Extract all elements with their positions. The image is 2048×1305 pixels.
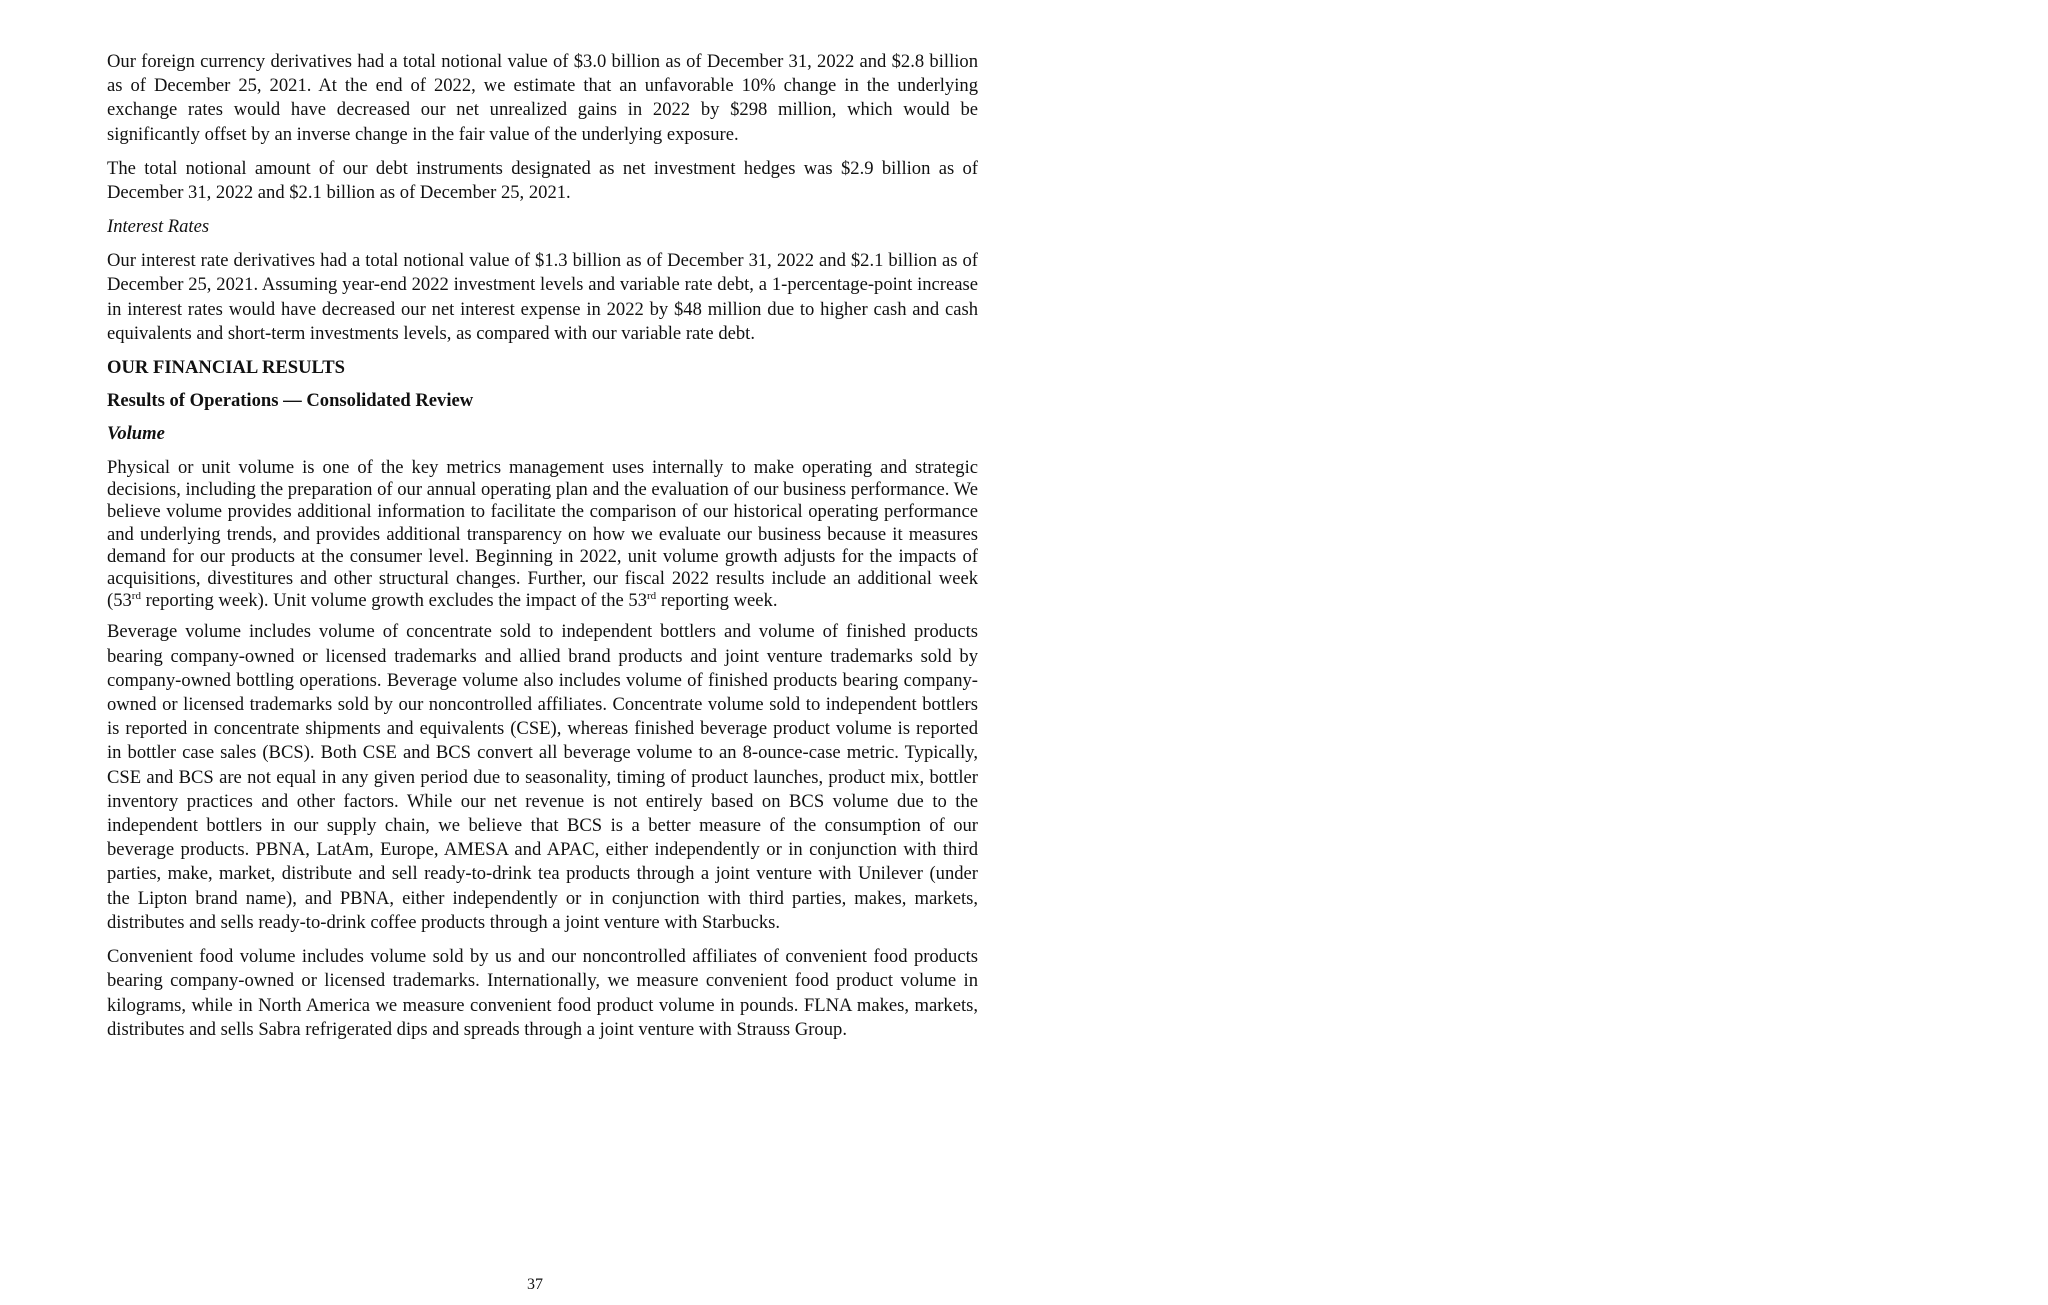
page-number: 37 (527, 1276, 543, 1293)
convenient-food-volume-paragraph: Convenient food volume includes volume sold by us and our noncontrolled affiliates of convenient food products bearing company-owned or licensed trademarks. Internationally, we measure convenient food product volume in kilograms, while in North America we measure convenient food product volume in pounds. FLNA makes, markets, distributes and sells Sabra refrigerated dips and spreads through a joint venture with Strauss Group. (107, 946, 978, 1040)
volume-heading: Volume (107, 423, 165, 445)
volume-paragraph (107, 457, 978, 612)
beverage-volume-paragraph: Beverage volume includes volume of concentrate sold to independent bottlers and volume of finished products bearing company-owned or licensed trademarks and allied brand products and joint venture trademarks sold by company-owned bottling operations. Beverage volume also includes volume of finished products bearing company-owned or licensed trademarks sold by our noncontrolled affiliates. Concentrate volume sold to independent bottlers is reported in concentrate shipments and equivalents (CSE), whereas finished beverage product volume is reported in bottler case sales (BCS). Both CSE and BCS convert all beverage volume to an 8-ounce-case metric. Typically, CSE and BCS are not equal in any given period due to seasonality, timing of product launches, product mix, bottler inventory practices and other factors. While our net revenue is not entirely based on BCS volume due to the independent bottlers in our supply chain, we believe that BCS is a better measure of the consumption of our beverage products. PBNA, LatAm, Europe, AMESA and APAC, either independently or in conjunction with third parties, make, market, distribute and sell ready-to-drink tea products through a joint venture with Unilever (under the Lipton brand name), and PBNA, either independently or in conjunction with third parties, makes, markets, distributes and sells ready-to-drink coffee products through a joint venture with Starbucks. (107, 621, 978, 933)
section-heading: OUR FINANCIAL RESULTS (107, 357, 345, 379)
superscript-rd: rd (131, 590, 141, 603)
subsection-heading: Results of Operations — Consolidated Review (107, 390, 474, 412)
net-investment-hedges-paragraph: The total notional amount of our debt instruments designated as net investment hedges was $2.9 billion as of December 31, 2022 and $2.1 billion as of December 25, 2021. (107, 157, 978, 204)
volume-text-part3: reporting week. (656, 590, 778, 612)
document-page (107, 50, 978, 1052)
superscript-rd: rd (647, 590, 657, 603)
interest-rates-heading: Interest Rates (107, 216, 210, 238)
fx-derivatives-paragraph: Our foreign currency derivatives had a total notional value of $3.0 billion as of December 31, 2022 and $2.8 billion as of December 25, 2021. At the end of 2022, we estimate that an unfavorable 10% change in the underlying exchange rates would have decreased our net unrealized gains in 2022 by $298 million, which would be significantly offset by an inverse change in the fair value of the underlying exposure. (107, 51, 978, 145)
volume-text-part1: Physical or unit volume is one of the key metrics management uses internally to make operating and strategic decisions, including the preparation of our annual operating plan and the evaluation of our business performance. We believe volume provides additional information to facilitate the comparison of our historical operating performance and underlying trends, and provides additional transparency on how we evaluate our business because it measures demand for our products at the consumer level. Beginning in 2022, unit volume growth adjusts for the impacts of acquisitions, divestitures and other structural changes. Further, our fiscal 2022 results include an additional week (53 (107, 457, 978, 612)
volume-text-part2: reporting week). Unit volume growth excludes the impact of the 53 (140, 590, 647, 612)
interest-rates-paragraph: Our interest rate derivatives had a total notional value of $1.3 billion as of December 31, 2022 and $2.1 billion as of December 25, 2021. Assuming year-end 2022 investment levels and variable rate debt, a 1-percentage-point increase in interest rates would have decreased our net interest expense in 2022 by $48 million due to higher cash and cash equivalents and short-term investments levels, as compared with our variable rate debt. (107, 250, 978, 344)
